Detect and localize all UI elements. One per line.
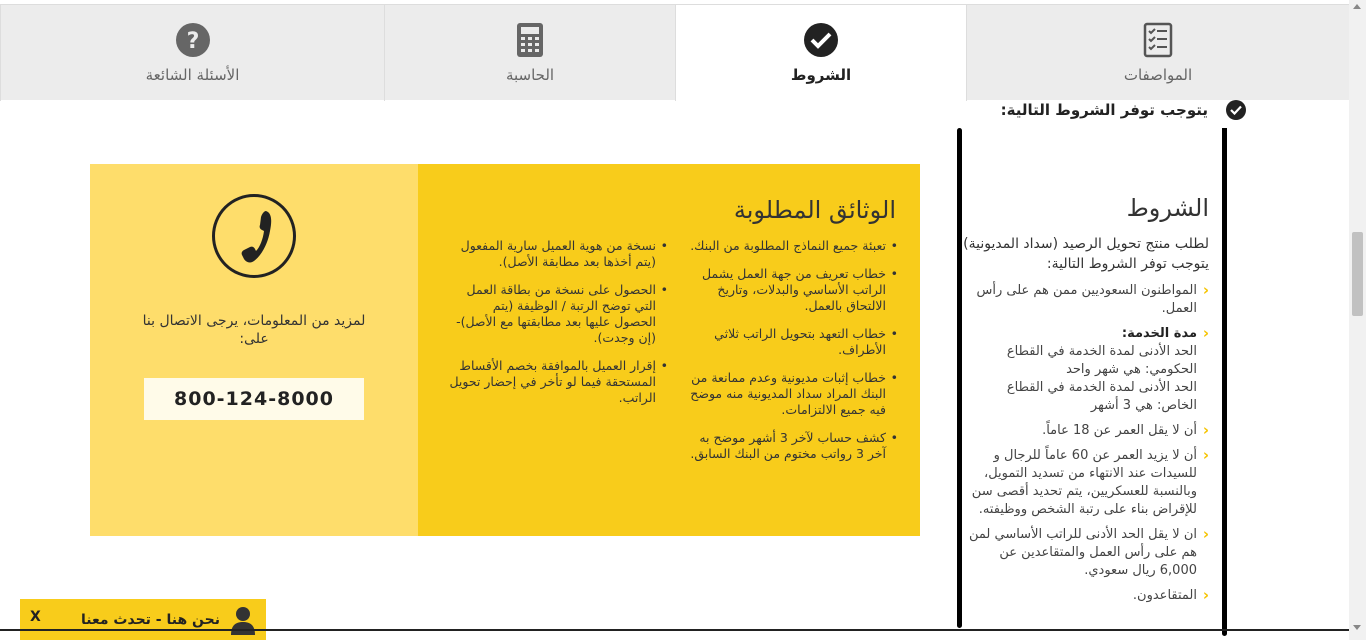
tab-calculator[interactable] (384, 5, 675, 101)
tab-conditions[interactable] (675, 5, 966, 101)
tab-label: الأسئلة الشائعة (145, 66, 240, 84)
checklist-icon (1143, 22, 1173, 58)
documents-panel (418, 164, 920, 536)
sidebar-content (963, 128, 1209, 640)
svg-text:?: ? (186, 29, 199, 54)
condition-item (963, 325, 1209, 415)
condition-item: ‹ ان لا يقل الحد الأدنى للراتب الأساسي لمن هم على رأس العمل والمتقاعدين عن 6,000 ريال سعودي. (963, 526, 1209, 580)
tab-label: الحاسبة (505, 66, 555, 84)
chat-widget[interactable] (20, 599, 266, 640)
question-circle-icon (175, 22, 211, 58)
document-item: • خطاب إثبات مديونية وعدم ممانعة من البنك المراد سداد المديونية منه موضح فيه جميع الالتزامات. (680, 370, 898, 418)
document-item: • تعبئة جميع النماذج المطلوبة من البنك. (680, 238, 898, 254)
tab-label: الشروط (790, 66, 852, 84)
document-item: • الحصول على نسخة من بطاقة العمل التي توضح الرتبة / الوظيفة (يتم الحصول عليها بعد مطابقتها مع الأصل)-(إن وجدت). (448, 282, 668, 346)
conditions-list (963, 282, 1209, 605)
condition-item: ‹ المواطنون السعوديين ممن هم على رأس العمل. (963, 282, 1209, 318)
document-item: • إقرار العميل بالموافقة بخصم الأقساط المستحقة فيما لو تأخر في إحضار تحويل الراتب. (448, 358, 668, 406)
condition-item: ‹ المتقاعدون. (963, 587, 1209, 605)
scroll-thumb[interactable] (1352, 232, 1363, 316)
tab-specifications[interactable] (966, 5, 1349, 101)
tab-label: المواصفات (1123, 66, 1193, 84)
condition-text: الحد الأدنى لمدة الخدمة في القطاع الحكومي: هي شهر واحد الحد الأدنى لمدة الخدمة في القطاع الخاص: هي 3 أشهر (1006, 344, 1197, 413)
chat-label: نحن هنا - تحدث معنا (81, 611, 220, 628)
page-scrollbar[interactable] (1349, 0, 1366, 640)
document-item: • خطاب تعريف من جهة العمل يشمل الراتب الأساسي والبدلات، وتاريخ الالتحاق بالعمل. (680, 266, 898, 314)
conditions-header-text: يتوجب توفر الشروط التالية: (1000, 101, 1208, 119)
conditions-sidebar (957, 128, 1229, 640)
check-circle-icon (1226, 100, 1246, 120)
documents-title: الوثائق المطلوبة (733, 196, 896, 224)
contact-text: لمزيد من المعلومات، يرجى الاتصال بنا على: (142, 313, 366, 347)
sidebar-intro: لطلب منتج تحويل الرصيد (سداد المديونية) يتوجب توفر الشروط التالية: (963, 236, 1209, 272)
document-item: • نسخة من هوية العميل سارية المفعول (يتم أخذها بعد مطابقة الأصل). (448, 238, 668, 270)
check-circle-icon (803, 22, 839, 58)
conditions-header (1001, 100, 1246, 120)
sidebar-title: الشروط (1126, 194, 1209, 222)
scroll-up-icon[interactable] (1353, 4, 1361, 9)
contact-panel (90, 164, 418, 536)
documents-list-a (680, 238, 898, 474)
condition-item: ‹ أن لا يزيد العمر عن 60 عاماً للرجال و للسيدات عند الانتهاء من تسديد التمويل، وبالنسبة للعسكريين، يتم تحديد أقصى سن للإقراض بناء على رتبة الشخص ووظيفته. (963, 447, 1209, 519)
tab-bar (0, 4, 1349, 100)
condition-item: ‹ أن لا يقل العمر عن 18 عاماً. (963, 422, 1209, 440)
document-item: • كشف حساب لآخر 3 أشهر موضح به آخر 3 رواتب مختوم من البنك السابق. (680, 430, 898, 462)
tab-faq[interactable] (0, 5, 384, 101)
document-item: • خطاب التعهد بتحويل الراتب ثلاثي الأطراف. (680, 326, 898, 358)
sidebar-border-right (1222, 128, 1227, 636)
phone-icon (212, 194, 296, 278)
calculator-icon (516, 22, 544, 58)
phone-number[interactable]: 800-124-8000 (144, 378, 364, 420)
scroll-down-icon[interactable] (1353, 625, 1361, 630)
bottom-divider (0, 629, 1366, 631)
condition-heading: مدة الخدمة: (1121, 326, 1197, 341)
chat-close-button[interactable]: X (30, 609, 41, 625)
sidebar-border-left (957, 128, 962, 628)
documents-list-b (448, 238, 668, 418)
